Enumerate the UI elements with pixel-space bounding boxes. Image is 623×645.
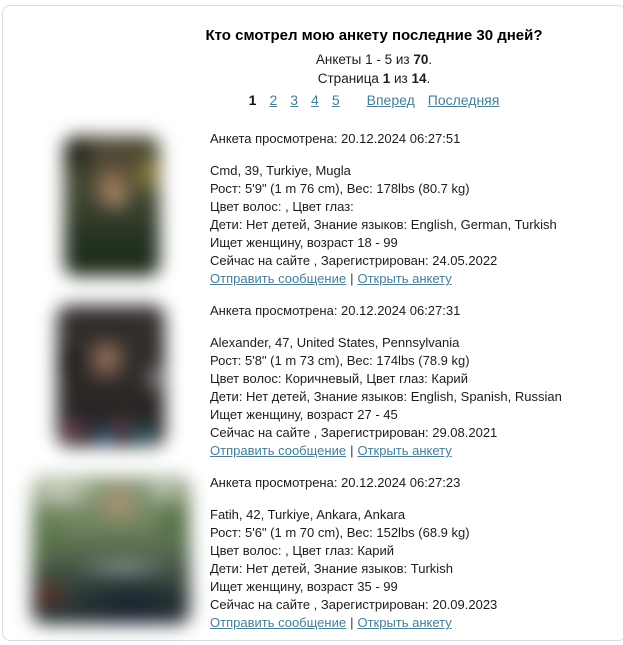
children-languages: Дети: Нет детей, Знание языков: English, German, Turkish bbox=[210, 217, 557, 232]
height-weight: Рост: 5'6" (1 m 70 cm), Вес: 152lbs (68.9 kg) bbox=[210, 525, 470, 540]
pagination-page-4[interactable]: 4 bbox=[311, 92, 319, 108]
profile-info bbox=[210, 470, 623, 632]
seeking: Ищет женщину, возраст 27 - 45 bbox=[210, 407, 398, 422]
link-separator: | bbox=[350, 615, 354, 630]
seeking: Ищет женщину, возраст 18 - 99 bbox=[210, 235, 398, 250]
online-registered: Сейчас на сайте , Зарегистрирован: 20.09.2023 bbox=[210, 597, 498, 612]
page-header bbox=[144, 26, 604, 110]
page-of: из bbox=[390, 71, 412, 86]
link-separator: | bbox=[350, 271, 354, 286]
name-age-location: Alexander, 47, United States, Pennsylvania bbox=[210, 335, 460, 350]
page-suffix: . bbox=[426, 71, 431, 86]
send-message-link[interactable]: Отправить сообщение bbox=[210, 271, 347, 286]
pagination-page-3[interactable]: 3 bbox=[290, 92, 299, 108]
pagination-last-link[interactable]: Последняя bbox=[427, 92, 500, 108]
open-profile-link[interactable]: Открыть анкету bbox=[357, 615, 452, 630]
pagination bbox=[144, 90, 604, 110]
profile-card bbox=[0, 470, 623, 632]
results-count-line bbox=[144, 50, 604, 69]
open-profile-link[interactable]: Открыть анкету bbox=[357, 443, 452, 458]
blurred-portrait-image bbox=[57, 305, 165, 446]
page-total: 14 bbox=[411, 71, 427, 86]
blurred-portrait-image bbox=[64, 136, 160, 276]
profile-photo[interactable] bbox=[57, 129, 167, 283]
link-separator: | bbox=[350, 443, 354, 458]
seeking: Ищет женщину, возраст 35 - 99 bbox=[210, 579, 398, 594]
profile-actions bbox=[210, 614, 623, 632]
height-weight: Рост: 5'8" (1 m 73 cm), Вес: 174lbs (78.9 kg) bbox=[210, 353, 470, 368]
profile-card bbox=[0, 126, 623, 288]
children-languages: Дети: Нет детей, Знание языков: Turkish bbox=[210, 561, 453, 576]
blurred-portrait-image bbox=[32, 477, 190, 624]
online-registered: Сейчас на сайте , Зарегистрирован: 24.05.2022 bbox=[210, 253, 498, 268]
page-title: Кто смотрел мою анкету последние 30 дней? bbox=[205, 27, 543, 44]
results-suffix: . bbox=[428, 52, 433, 67]
profile-actions bbox=[210, 442, 623, 460]
send-message-link[interactable]: Отправить сообщение bbox=[210, 443, 347, 458]
online-registered: Сейчас на сайте , Зарегистрирован: 29.08.2021 bbox=[210, 425, 498, 440]
profile-info bbox=[210, 126, 623, 288]
name-age-location: Cmd, 39, Turkiye, Mugla bbox=[210, 163, 351, 178]
pagination-current-page: 1 bbox=[248, 92, 257, 108]
photo-column bbox=[0, 470, 210, 631]
page-prefix: Страница bbox=[317, 71, 383, 86]
pagination-page-5[interactable]: 5 bbox=[331, 92, 340, 108]
profile-photo[interactable] bbox=[25, 470, 197, 631]
pagination-next-link[interactable]: Вперед bbox=[366, 92, 415, 108]
results-total: 70 bbox=[413, 52, 429, 67]
profile-card bbox=[0, 298, 623, 460]
children-languages: Дети: Нет детей, Знание языков: English, Spanish, Russian bbox=[210, 389, 562, 404]
page-number-line bbox=[144, 69, 604, 88]
hair-eyes: Цвет волос: Коричневый, Цвет глаз: Карий bbox=[210, 371, 468, 386]
send-message-link[interactable]: Отправить сообщение bbox=[210, 615, 347, 630]
hair-eyes: Цвет волос: , Цвет глаз: bbox=[210, 199, 354, 214]
profile-info bbox=[210, 298, 623, 460]
pagination-page-2[interactable]: 2 bbox=[269, 92, 278, 108]
open-profile-link[interactable]: Открыть анкету bbox=[357, 271, 452, 286]
profile-list bbox=[0, 126, 623, 632]
viewed-timestamp: Анкета просмотрена: 20.12.2024 06:27:51 bbox=[210, 131, 461, 146]
photo-column bbox=[0, 298, 210, 453]
viewed-timestamp: Анкета просмотрена: 20.12.2024 06:27:23 bbox=[210, 475, 461, 490]
height-weight: Рост: 5'9" (1 m 76 cm), Вес: 178lbs (80.7 kg) bbox=[210, 181, 470, 196]
name-age-location: Fatih, 42, Turkiye, Ankara, Ankara bbox=[210, 507, 406, 522]
photo-column bbox=[0, 126, 210, 283]
profile-actions bbox=[210, 270, 623, 288]
hair-eyes: Цвет волос: , Цвет глаз: Карий bbox=[210, 543, 394, 558]
profile-photo[interactable] bbox=[50, 298, 172, 453]
viewed-timestamp: Анкета просмотрена: 20.12.2024 06:27:31 bbox=[210, 303, 461, 318]
page-current: 1 bbox=[382, 71, 391, 86]
results-prefix: Анкеты 1 - 5 из bbox=[315, 52, 414, 67]
